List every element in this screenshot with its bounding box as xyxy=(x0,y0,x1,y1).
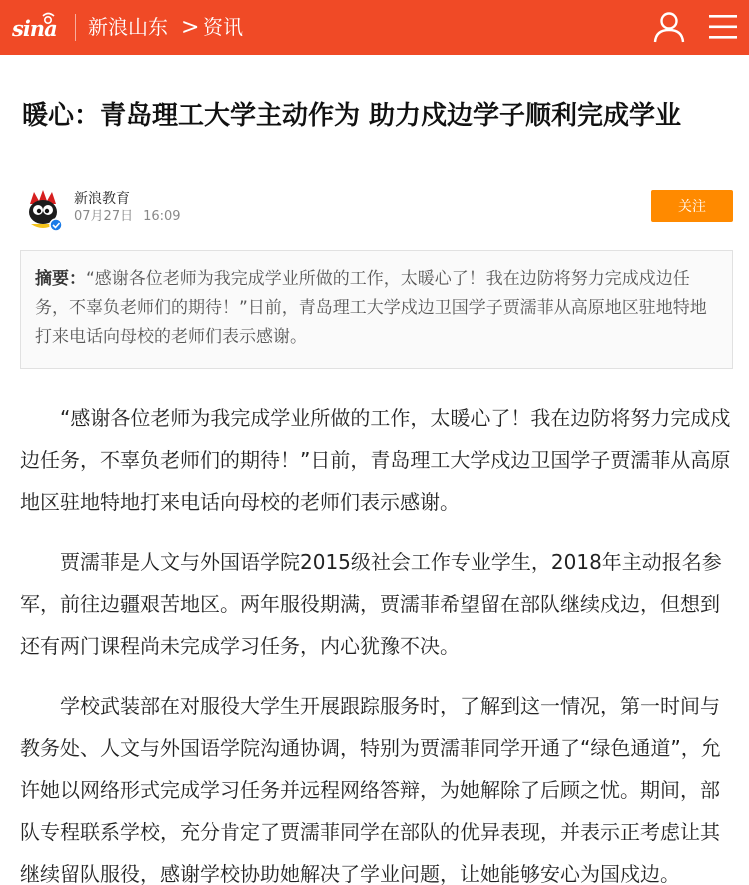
header-divider xyxy=(75,14,76,41)
author-avatar[interactable] xyxy=(22,190,64,232)
article-summary-box xyxy=(20,250,733,369)
sina-logo-text: sina xyxy=(12,16,57,41)
user-icon[interactable] xyxy=(652,10,686,44)
article-body xyxy=(20,397,736,885)
channel-link[interactable]: 新浪山东 xyxy=(88,15,168,39)
author-avatar-icon xyxy=(22,190,64,232)
article-title: 暖心：青岛理工大学主动作为 助力戍边学子顺利完成学业 xyxy=(22,101,682,131)
summary-label: 摘要： xyxy=(35,269,86,289)
publish-meta xyxy=(74,208,181,226)
author-name[interactable]: 新浪教育 xyxy=(74,191,130,207)
publish-time: 16:09 xyxy=(143,209,181,224)
sina-eye-icon xyxy=(12,12,60,42)
summary-text: “感谢各位老师为我完成学业所做的工作，太暖心了！我在边防将努力完成戍边任务，不辜负老师们的期待！”日前，青岛理工大学戍边卫国学子贾濡菲从高原地区驻地特地打来电话向母校的老师们表示感谢。 xyxy=(35,269,707,347)
publish-date: 07月27日 xyxy=(74,209,134,224)
verified-badge-icon xyxy=(50,219,62,231)
breadcrumb-separator-icon: > xyxy=(181,15,200,40)
article-paragraph: “感谢各位老师为我完成学业所做的工作，太暖心了！我在边防将努力完成戍边任务，不辜负老师们的期待！”日前，青岛理工大学戍边卫国学子贾濡菲从高原地区驻地特地打来电话向母校的老师们表示感谢。 xyxy=(20,406,731,514)
article-paragraph: 贾濡菲是人文与外国语学院2015级社会工作专业学生，2018年主动报名参军，前往边疆艰苦地区。两年服役期满，贾濡菲希望留在部队继续戍边，但想到还有两门课程尚未完成学习任务，内心犹豫不决。 xyxy=(20,550,722,658)
breadcrumb-news-link[interactable]: 资讯 xyxy=(203,15,243,39)
menu-icon[interactable] xyxy=(707,12,739,42)
follow-button[interactable]: 关注 xyxy=(651,190,733,222)
sina-logo[interactable] xyxy=(12,12,60,42)
article-paragraph: 学校武装部在对服役大学生开展跟踪服务时，了解到这一情况，第一时间与教务处、人文与外国语学院沟通协调，特别为贾濡菲同学开通了“绿色通道”，允许她以网络形式完成学习任务并远程网络答辩，为她解除了后顾之忧。期间，部队专程联系学校，充分肯定了贾濡菲同学在部队的优异表现，并表示正考虑让其继续留队服役，感谢学校协助她解决了学业问题，让她能够安心为国戍边。 xyxy=(20,694,721,885)
top-navigation-bar xyxy=(0,0,749,55)
